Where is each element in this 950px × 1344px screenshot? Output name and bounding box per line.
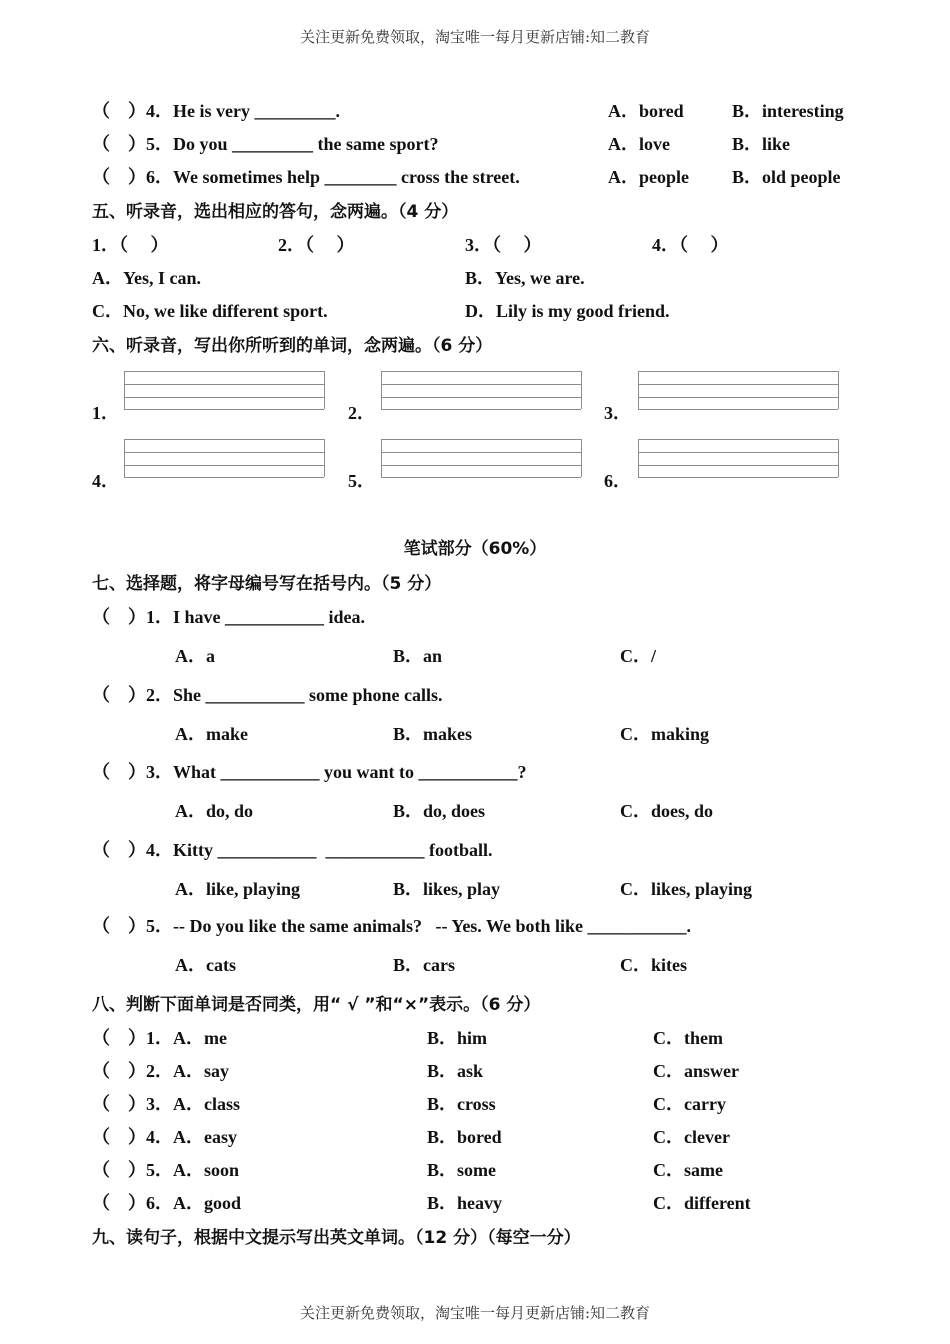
option-b: B．like (732, 134, 791, 154)
written-part-title: 笔试部分（60%） (403, 539, 547, 559)
option-b: B．old people (732, 167, 841, 187)
question-text: （ ）4．He is very _________. (92, 101, 340, 121)
question-text: （ ）2．A．say (92, 1061, 230, 1081)
section-7-title: 七、选择题，将字母编号写在括号内。（5 分） (92, 574, 442, 594)
page-footer: 关注更新免费领取，淘宝唯一每月更新店铺:知二教育 (299, 1304, 651, 1322)
option-b: B．interesting (732, 101, 844, 121)
writing-lines[interactable] (638, 439, 838, 478)
item-label: 3． (604, 403, 631, 423)
question-text: （ ）6．We sometimes help ________ cross the street. (92, 167, 520, 187)
item-label: 1． (92, 403, 119, 423)
item-label: 2． (348, 403, 375, 423)
option-a: A．do, do (175, 801, 254, 821)
option-a: A．bored (608, 101, 684, 121)
writing-lines[interactable] (381, 371, 581, 410)
option-a: A．love (608, 134, 670, 154)
question-text: （ ）5．-- Do you like the same animals? -- Yes. We both like ___________. (92, 916, 692, 936)
question-text: （ ）1．A．me (92, 1028, 227, 1048)
option-a: A．people (608, 167, 689, 187)
section-8-title: 八、判断下面单词是否同类，用“ √ ”和“×”表示。（6 分） (92, 995, 541, 1015)
question-text: （ ）1．I have ___________ idea. (92, 607, 366, 627)
item-label: 6． (604, 471, 631, 491)
question-text: （ ）2．She ___________ some phone calls. (92, 685, 443, 705)
answer-blank: 2．（ ） (278, 235, 355, 255)
option-c: C．same (653, 1160, 723, 1180)
option-b: B．ask (427, 1061, 484, 1081)
option-c: C．/ (620, 646, 656, 666)
option-c: C．making (620, 724, 710, 744)
item-label: 5． (348, 471, 375, 491)
option-b: B．heavy (427, 1193, 503, 1213)
option-b: B．likes, play (393, 879, 501, 899)
writing-lines[interactable] (638, 371, 838, 410)
answer-blank: 1．（ ） (92, 235, 169, 255)
option-a: A．a (175, 646, 215, 666)
question-text: （ ）5．Do you _________ the same sport? (92, 134, 439, 154)
option-c: C．likes, playing (620, 879, 753, 899)
option-b: B．do, does (393, 801, 486, 821)
question-text: （ ）4．Kitty ___________ ___________ football. (92, 840, 493, 860)
writing-lines[interactable] (124, 439, 324, 478)
section-5-title: 五、听录音，选出相应的答句，念两遍。（4 分） (92, 202, 459, 222)
option-a: A．like, playing (175, 879, 301, 899)
option-c: C．No, we like different sport. (92, 301, 328, 321)
option-a: A．cats (175, 955, 236, 975)
option-c: C．answer (653, 1061, 739, 1081)
page-header: 关注更新免费领取，淘宝唯一每月更新店铺:知二教育 (299, 28, 651, 46)
question-text: （ ）5．A．soon (92, 1160, 240, 1180)
item-label: 4． (92, 471, 119, 491)
question-text: （ ）4．A．easy (92, 1127, 237, 1147)
option-b: B．makes (393, 724, 473, 744)
question-text: （ ）6．A．good (92, 1193, 242, 1213)
option-b: B．some (427, 1160, 496, 1180)
answer-blank: 4．（ ） (652, 235, 729, 255)
writing-lines[interactable] (124, 371, 324, 410)
writing-lines[interactable] (381, 439, 581, 478)
answer-blank: 3．（ ） (465, 235, 542, 255)
option-b: B．an (393, 646, 443, 666)
option-c: C．does, do (620, 801, 714, 821)
option-c: C．carry (653, 1094, 726, 1114)
section-6-title: 六、听录音，写出你所听到的单词，念两遍。（6 分） (92, 336, 493, 356)
question-text: （ ）3．What ___________ you want to ___________? (92, 762, 527, 782)
option-c: C．them (653, 1028, 723, 1048)
option-b: B．cross (427, 1094, 496, 1114)
option-b: B．him (427, 1028, 488, 1048)
option-b: B．Yes, we are. (465, 268, 585, 288)
question-text: （ ）3．A．class (92, 1094, 240, 1114)
option-b: B．cars (393, 955, 455, 975)
option-a: A．Yes, I can. (92, 268, 202, 288)
option-b: B．bored (427, 1127, 502, 1147)
section-9-title: 九、读句子，根据中文提示写出英文单词。（12 分）（每空一分） (92, 1228, 581, 1248)
option-c: C．clever (653, 1127, 730, 1147)
option-a: A．make (175, 724, 248, 744)
option-d: D．Lily is my good friend. (465, 301, 670, 321)
option-c: C．kites (620, 955, 687, 975)
option-c: C．different (653, 1193, 751, 1213)
